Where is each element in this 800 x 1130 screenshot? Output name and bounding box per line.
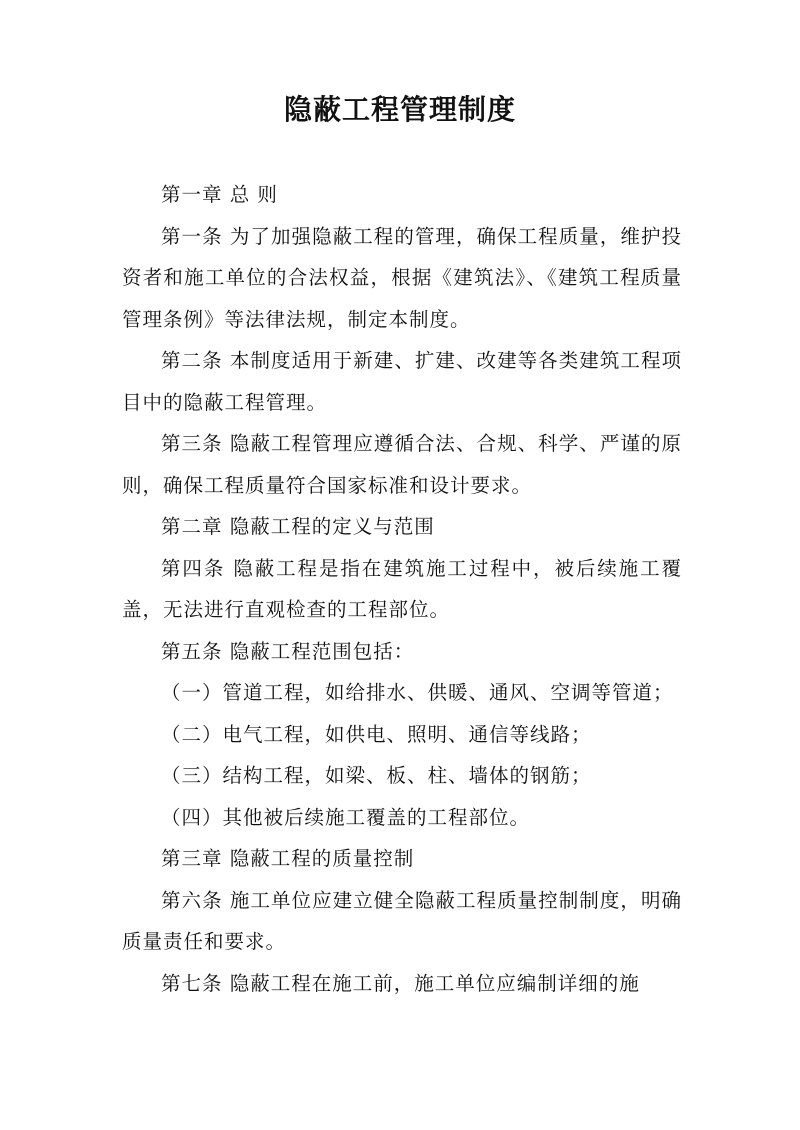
article-3: 第三条 隐蔽工程管理应遵循合法、合规、科学、严谨的原则，确保工程质量符合国家标准和设计要求。 (122, 432, 682, 497)
article-6: 第六条 施工单位应建立健全隐蔽工程质量控制制度，明确质量责任和要求。 (122, 888, 682, 953)
document-title: 隐蔽工程管理制度 (283, 93, 516, 126)
article-1: 第一条 为了加强隐蔽工程的管理，确保工程质量，维护投资者和施工单位的合法权益，根据《建筑法》、《建筑工程质量管理条例》等法律法规，制定本制度。 (122, 224, 682, 331)
chapter-heading-3: 第三章 隐蔽工程的质量控制 (161, 847, 415, 870)
article-2: 第二条 本制度适用于新建、扩建、改建等各类建筑工程项目中的隐蔽工程管理。 (122, 349, 682, 414)
article-7: 第七条 隐蔽工程在施工前，施工单位应编制详细的施 (161, 971, 640, 995)
article-5: 第五条 隐蔽工程范围包括： (161, 639, 415, 663)
list-item-4: （四）其他被后续施工覆盖的工程部位。 (161, 805, 531, 829)
article-4: 第四条 隐蔽工程是指在建筑施工过程中，被后续施工覆盖，无法进行直观检查的工程部位。 (122, 556, 682, 621)
document-body (122, 174, 682, 1004)
list-item-1: （一）管道工程，如给排水、供暖、通风、空调等管道； (161, 681, 674, 704)
list-item-2: （二）电气工程，如供电、照明、通信等线路； (161, 722, 592, 746)
chapter-heading-2: 第二章 隐蔽工程的定义与范围 (161, 515, 435, 538)
chapter-heading-1: 第一章 总 则 (161, 183, 278, 206)
list-item-3: （三）结构工程，如梁、板、柱、墙体的钢筋； (161, 764, 592, 787)
